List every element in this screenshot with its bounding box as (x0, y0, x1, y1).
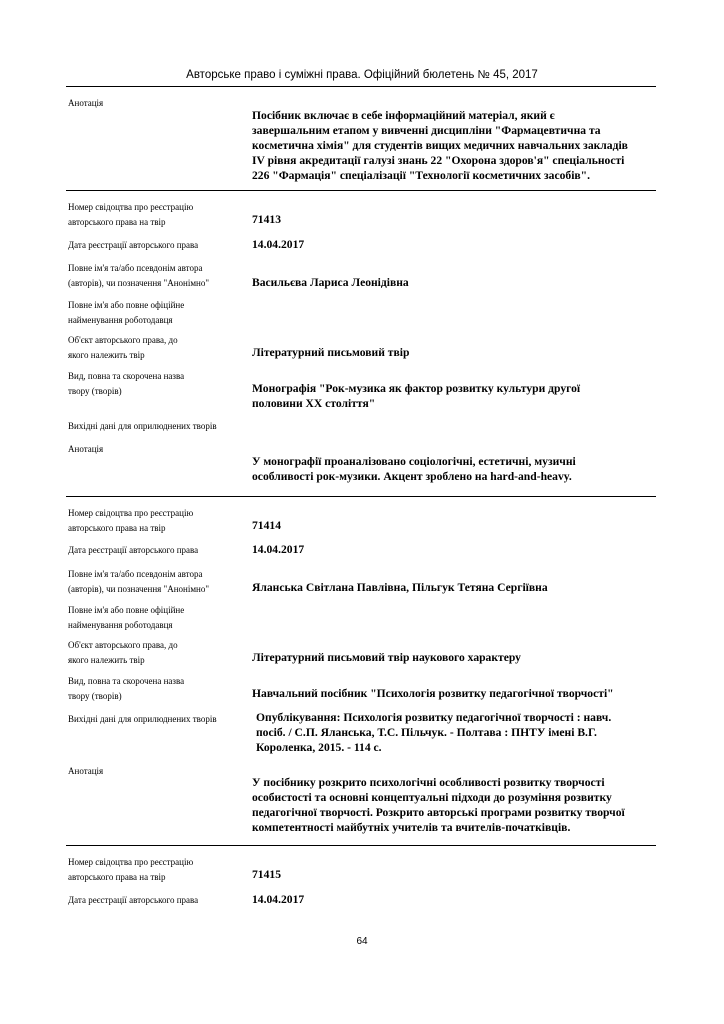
entry-divider (66, 190, 656, 191)
cert-no-label: Номер свідоцтва про реєстрацію авторського права на твір (68, 202, 194, 227)
header-rule (66, 86, 656, 87)
employer-label: Повне ім'я або повне офіційне найменування роботодавця (68, 300, 185, 325)
reg-date-label: Дата реєстрації авторського права (68, 545, 199, 555)
title-label: Вид, повна та скорочена назва твору (творів) (68, 371, 185, 396)
cert-no-value: 71414 (252, 519, 281, 532)
publication-label: Вихідні дані для оприлюднених творів (68, 421, 217, 431)
publication-value: Опублікування: Психологія розвитку педагогічної творчості : навч. посіб. / С.П. Яланська, Т.С. Пільчук. - Полтава : ПНТУ імені В.Г. Короленка, 2015. - 114 с. (256, 711, 612, 754)
object-label: Об'єкт авторського права, до якого належить твір (68, 335, 178, 360)
author-label: Повне ім'я та/або псевдонім автора (авторів), чи позначення "Анонімно" (68, 263, 210, 288)
cert-no-label: Номер свідоцтва про реєстрацію авторського права на твір (68, 857, 194, 882)
title-value: Монографія "Рок-музика як фактор розвитку культури другої половини XX століття" (252, 382, 581, 410)
object-value: Літературний письмовий твір наукового характеру (252, 651, 521, 664)
reg-date-value: 14.04.2017 (252, 893, 305, 906)
annotation-label: Анотація (68, 98, 104, 108)
cert-no-label: Номер свідоцтва про реєстрацію авторського права на твір (68, 508, 194, 533)
annotation-text: У монографії проаналізовано соціологічні, естетичні, музичні особливості рок-музики. Акцент зроблено на hard-and-heavy. (252, 455, 576, 483)
annotation-text: Посібник включає в себе інформаційний матеріал, який є завершальним етапом у вивченні дисципліни "Фармацевтична та косметична хімія" для студентів вищих медичних навчальних закладів IV рівня акредитації галузі знань 22 "Охорона здоров'я" спеціальності 226 "Фармація" спеціалізації "Технології косметичних засобів". (252, 109, 628, 182)
author-label: Повне ім'я та/або псевдонім автора (авторів), чи позначення "Анонімно" (68, 569, 210, 594)
author-value: Васильєва Лариса Леонідівна (252, 276, 409, 289)
title-value: Навчальний посібник "Психологія розвитку педагогічної творчості" (252, 687, 614, 700)
entry-divider (66, 845, 656, 846)
author-value: Яланська Світлана Павлівна, Пільгук Тетяна Сергіївна (252, 581, 548, 594)
reg-date-label: Дата реєстрації авторського права (68, 895, 199, 905)
employer-label: Повне ім'я або повне офіційне найменування роботодавця (68, 605, 185, 630)
page-number: 64 (356, 936, 368, 947)
bulletin-header: Авторське право і суміжні права. Офіційний бюлетень № 45, 2017 (186, 69, 538, 81)
cert-no-value: 71415 (252, 868, 281, 881)
object-value: Літературний письмовий твір (252, 346, 410, 359)
cert-no-value: 71413 (252, 213, 281, 226)
entry-divider (66, 496, 656, 497)
reg-date-value: 14.04.2017 (252, 543, 305, 556)
reg-date-label: Дата реєстрації авторського права (68, 240, 199, 250)
annotation-text: У посібнику розкрито психологічні особливості розвитку творчості особистості та основні концептуальні підходи до розуміння розвитку педагогічної творчості. Розкрито авторські програми розвитку творчої компетентності майбутніх учителів та вчителів-початківців. (252, 776, 625, 834)
title-label: Вид, повна та скорочена назва твору (творів) (68, 676, 185, 701)
reg-date-value: 14.04.2017 (252, 238, 305, 251)
object-label: Об'єкт авторського права, до якого належить твір (68, 640, 178, 665)
publication-label: Вихідні дані для оприлюднених творів (68, 714, 217, 724)
annotation-label: Анотація (68, 444, 104, 454)
annotation-label: Анотація (68, 766, 104, 776)
